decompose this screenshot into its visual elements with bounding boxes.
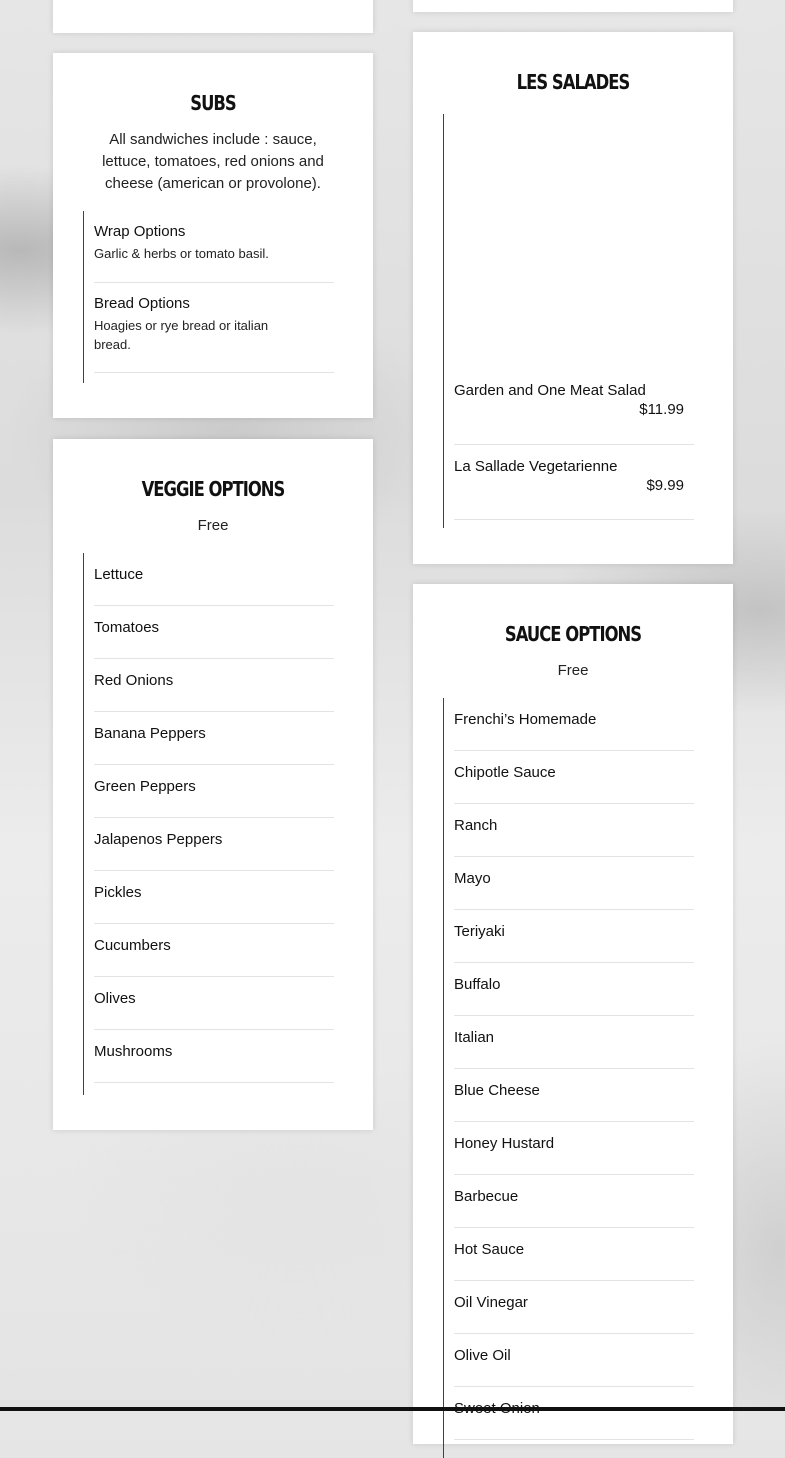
list-item [94,211,334,283]
subs-description: All sandwiches include : sauce, lettuce, tomatoes, red onions and cheese (american or provolone). [102,131,324,192]
item-name: Jalapenos Peppers [94,831,223,848]
item-name: Banana Peppers [94,725,206,742]
item-name: Honey Hustard [454,1135,555,1152]
list-item [454,1334,694,1387]
list-item [94,283,334,373]
list-item [94,818,334,871]
item-name: Tomatoes [94,619,160,636]
list-item [94,659,334,712]
item-price: $11.99 [639,401,684,418]
item-name: Lettuce [94,566,144,583]
item-name: Bread Options [94,295,190,312]
list-item [94,1030,334,1083]
item-name: Mayo [454,870,491,887]
list-item [454,1069,694,1122]
viewport-bottom-edge [0,1407,785,1411]
previous-card-right [413,0,733,12]
previous-card-left [53,0,373,33]
list-item [454,1122,694,1175]
item-description: Garlic & herbs or tomato basil. [94,246,269,261]
item-name: Garden and One Meat Salad [454,382,646,399]
sauce-card [413,584,733,1444]
veggie-list [83,553,334,1095]
item-name: Teriyaki [454,923,505,940]
item-name: Pickles [94,884,142,901]
item-price: $9.99 [646,477,684,494]
salades-title: LES SALADES [516,70,630,94]
item-name: Green Peppers [94,778,196,795]
item-name: Barbecue [454,1188,519,1205]
list-item [94,553,334,606]
list-item [454,445,694,520]
list-item [454,910,694,963]
list-item [94,977,334,1030]
item-name: Wrap Options [94,223,186,240]
item-name: La Sallade Vegetarienne [454,458,618,475]
item-name: Olive Oil [454,1347,511,1364]
list-item [454,698,694,751]
item-name: Oil Vinegar [454,1294,528,1311]
subs-title: SUBS [190,91,236,115]
list-item [94,871,334,924]
sauce-list [443,698,694,1458]
sauce-title: SAUCE OPTIONS [504,622,642,646]
list-item [94,606,334,659]
list-item [454,1175,694,1228]
list-item [454,1281,694,1334]
list-item [454,857,694,910]
list-item [454,369,694,445]
sauce-subtitle: Free [557,662,589,679]
item-description: Hoagies or rye bread or italian bread. [94,318,269,352]
item-name: Frenchi’s Homemade [454,711,597,728]
item-name: Red Onions [94,672,174,689]
veggie-card [53,439,373,1130]
subs-card [53,53,373,418]
list-item [94,712,334,765]
item-name: Ranch [454,817,498,834]
list-item [454,1228,694,1281]
list-item [454,963,694,1016]
subs-list [83,211,334,383]
item-name: Blue Cheese [454,1082,540,1099]
item-name: Mushrooms [94,1043,173,1060]
item-name: Buffalo [454,976,501,993]
item-name: Chipotle Sauce [454,764,556,781]
list-item [454,751,694,804]
salades-list [443,114,694,528]
image-placeholder [444,114,694,369]
list-item [454,1016,694,1069]
veggie-title: VEGGIE OPTIONS [141,477,285,501]
salades-card [413,32,733,564]
item-name: Cucumbers [94,937,171,954]
item-name: Hot Sauce [454,1241,525,1258]
veggie-subtitle: Free [197,517,229,534]
list-item [454,804,694,857]
list-item [94,765,334,818]
list-item [454,1387,694,1440]
item-name: Italian [454,1029,495,1046]
item-name: Olives [94,990,136,1007]
list-item [94,924,334,977]
